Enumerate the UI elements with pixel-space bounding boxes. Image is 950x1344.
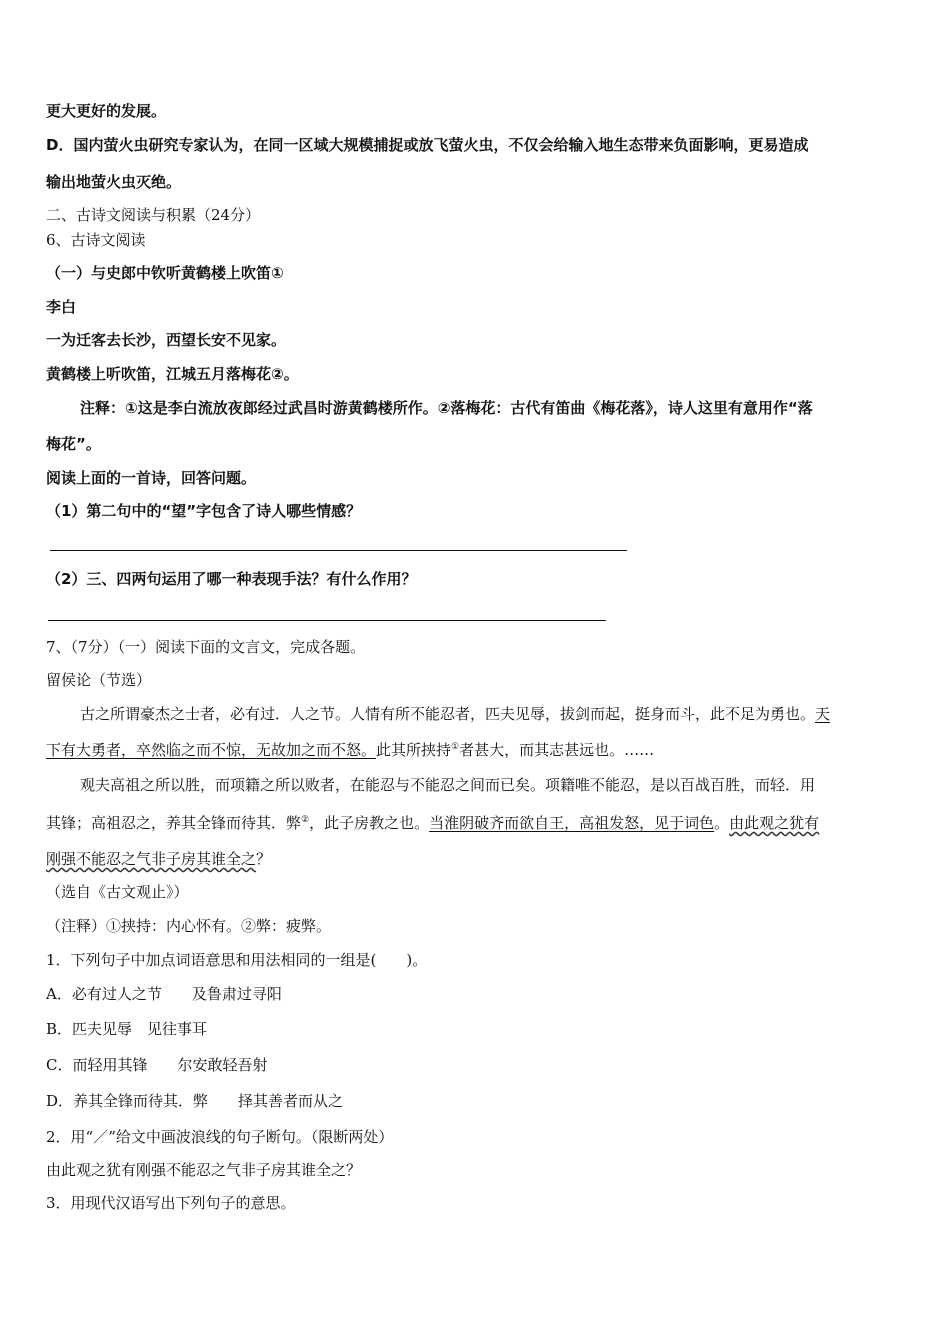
footnote-marker-1: ① <box>451 742 460 752</box>
option-b: B．匹夫见辱 见往事耳 <box>46 1020 208 1038</box>
poem-title: （一）与史郎中钦听黄鹤楼上吹笛① <box>46 264 284 282</box>
question-3: 3．用现代汉语写出下列句子的意思。 <box>46 1194 296 1212</box>
option-d: D．养其全锋而待其．弊 择其善者而从之 <box>46 1092 344 1110</box>
option-d-line2: 输出地萤火虫灭绝。 <box>46 173 182 191</box>
essay-paragraph-2-line1: 观夫高祖之所以胜，而项籍之所以败者，在能忍与不能忍之间而已矣。项籍唯不能忍，是以百战百胜，而轻．用 <box>80 776 816 794</box>
question-6-1: （1）第二句中的“望”字包含了诗人哪些情感？ <box>46 502 362 520</box>
footnote-marker-2: ② <box>301 815 310 825</box>
essay-paragraph-1-line1 <box>80 704 830 724</box>
question-6-2: （2）三、四两句运用了哪一种表现手法？有什么作用？ <box>46 570 417 588</box>
section-heading: 二、古诗文阅读与积累（24分） <box>46 206 261 224</box>
para2-text-h: ？ <box>256 850 272 868</box>
para1-underlined-sentence: 下有大勇者，卒然临之而不惊，无故加之而不怒。 <box>46 741 377 759</box>
question-6-heading: 6、古诗文阅读 <box>46 231 146 249</box>
essay-paragraph-2-line3 <box>46 849 271 869</box>
poem-note-line1: 注释：①这是李白流放夜郎经过武昌时游黄鹤楼所作。②落梅花：古代有笛曲《梅花落》，诗人这里有意用作“落 <box>80 399 813 417</box>
para2-underlined-sentence: 当淮阴破齐而欲自王，高祖发怒，见于词色 <box>429 814 715 832</box>
option-d-line1: D．国内萤火虫研究专家认为，在同一区域大规模捕捉或放飞萤火虫，不仅会给输入地生态带来负面影响，更易造成 <box>46 136 809 154</box>
para1-text-e: 者甚大，而其志甚远也。…… <box>459 741 655 759</box>
answer-line-1[interactable] <box>50 550 627 551</box>
essay-title: 留侯论（节选） <box>46 671 152 689</box>
question-7-heading: 7、（7分）（一）阅读下面的文言文，完成各题。 <box>46 638 366 656</box>
answer-line-2[interactable] <box>48 620 606 621</box>
question-2-sentence: 由此观之犹有刚强不能忍之气非子房其谁全之？ <box>46 1161 362 1179</box>
question-2: 2．用“／”给文中画波浪线的句子断句。（限断两处） <box>46 1128 394 1146</box>
para1-text-d: 此其所挟持 <box>376 741 452 759</box>
read-prompt: 阅读上面的一首诗，回答问题。 <box>46 469 257 487</box>
option-a: A．必有过人之节 及鲁肃过寻阳 <box>46 985 282 1003</box>
question-1: 1．下列句子中加点词语意思和用法相同的一组是( )。 <box>46 951 428 969</box>
para2-wavy-sentence: 刚强不能忍之气非子房其谁全之 <box>46 850 257 868</box>
essay-source: （选自《古文观止》） <box>46 883 189 901</box>
para1-text-a: 古之所谓豪杰之士者，必有过．人之节。人情有所不能忍者，匹夫见辱，拔剑而起，挺身而斗，此不足为勇也。 <box>80 705 816 723</box>
poem-line-1: 一为迁客去长沙，西望长安不见家。 <box>46 331 287 349</box>
para2-text-c: ，此子房教之也。 <box>309 814 430 832</box>
para1-underlined-start: 天 <box>815 705 831 723</box>
poem-author: 李白 <box>46 298 77 316</box>
para2-text-e: 。 <box>714 814 730 832</box>
option-c: C．而轻用其锋 尔安敢轻吾射 <box>46 1056 268 1074</box>
para2-text-b: 其锋；高祖忍之，养其全锋而待其．弊 <box>46 814 302 832</box>
poem-line-2: 黄鹤楼上听吹笛，江城五月落梅花②。 <box>46 365 299 383</box>
essay-notes: （注释）①挟持：内心怀有。②弊：疲弊。 <box>46 917 332 935</box>
essay-paragraph-1-line2 <box>46 740 654 760</box>
paragraph-continuation: 更大更好的发展。 <box>46 102 167 120</box>
essay-paragraph-2-line2 <box>46 813 819 833</box>
para2-wavy-start: 由此观之犹有 <box>729 814 820 832</box>
poem-note-line2: 梅花”。 <box>46 435 101 453</box>
